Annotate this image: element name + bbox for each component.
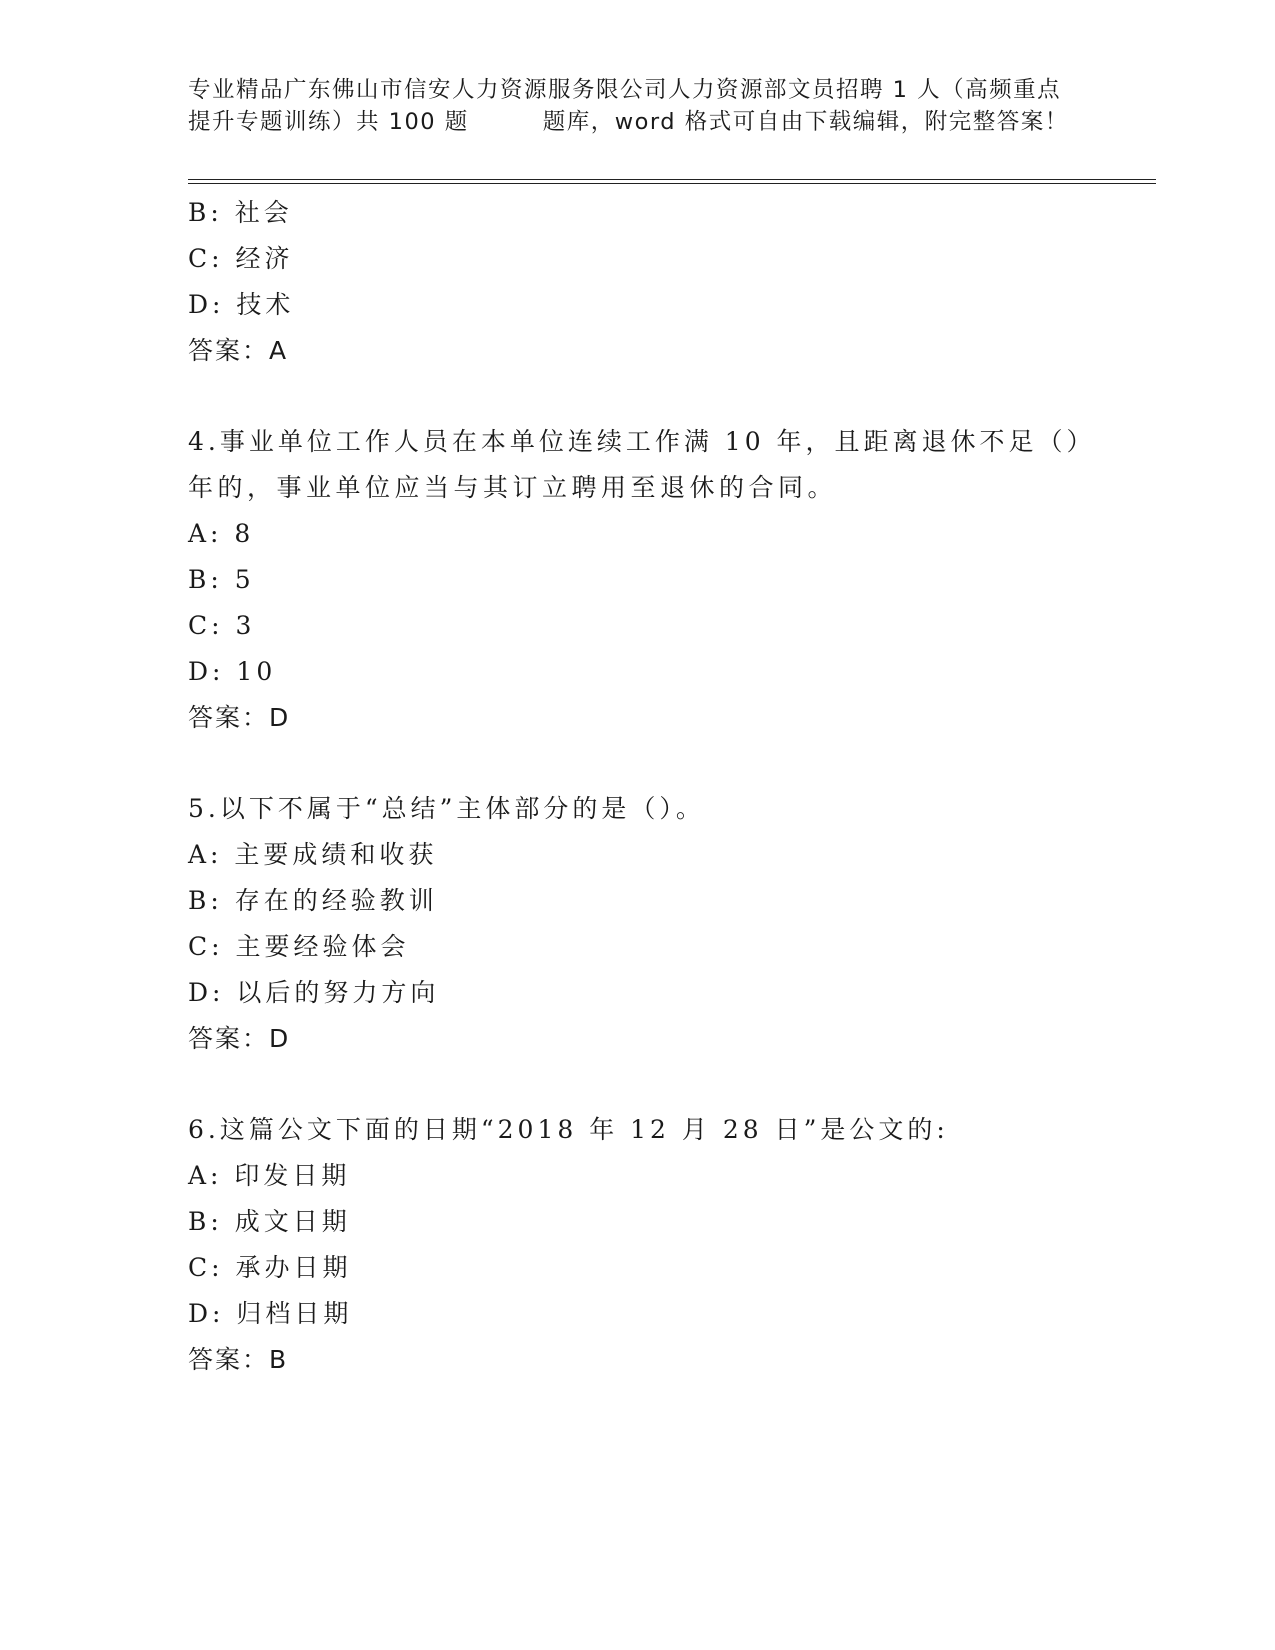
option-b: B: 5 <box>188 565 255 594</box>
option-c: C: 主要经验体会 <box>188 932 410 961</box>
option-c: C: 经济 <box>188 244 294 273</box>
header-divider-top <box>188 179 1156 180</box>
question-stem: 6.这篇公文下面的日期“2018 年 12 月 28 日”是公文的: <box>188 1115 949 1144</box>
header-divider-bottom <box>188 183 1156 184</box>
question-stem: 5.以下不属于“总结”主体部分的是（）。 <box>188 794 705 823</box>
option-d: D: 以后的努力方向 <box>188 978 440 1007</box>
answer-line: 答案：A <box>188 336 289 365</box>
option-a: A: 8 <box>188 519 255 548</box>
option-d: D: 10 <box>188 657 277 686</box>
answer-line: 答案：B <box>188 1345 289 1374</box>
header-title-line-1: 专业精品广东佛山市信安人力资源服务限公司人力资源部文员招聘 1 人（高频重点 <box>188 77 1062 103</box>
answer-line: 答案：D <box>188 703 291 732</box>
option-c: C: 承办日期 <box>188 1253 352 1282</box>
option-d: D: 归档日期 <box>188 1299 353 1328</box>
option-a: A: 主要成绩和收获 <box>188 840 438 869</box>
option-b: B: 存在的经验教训 <box>188 886 438 915</box>
option-c: C: 3 <box>188 611 256 640</box>
option-b: B: 社会 <box>188 198 293 227</box>
option-b: B: 成文日期 <box>188 1207 351 1236</box>
question-5 <box>188 786 1088 1062</box>
document-header <box>188 74 1088 138</box>
question-3-tail <box>188 190 1088 374</box>
question-6 <box>188 1107 1088 1383</box>
question-4 <box>188 419 1096 741</box>
header-title-line-2-left: 提升专题训练）共 100 题 <box>188 109 469 135</box>
option-a: A: 印发日期 <box>188 1161 351 1190</box>
question-stem-line-2: 年的，事业单位应当与其订立聘用至退休的合同。 <box>188 473 838 502</box>
answer-line: 答案：D <box>188 1024 291 1053</box>
option-d: D: 技术 <box>188 290 295 319</box>
header-title-line-2 <box>188 106 1088 138</box>
header-title-line-2-right: 题库，word 格式可自由下载编辑，附完整答案！ <box>542 109 1069 135</box>
question-list <box>188 190 1096 1383</box>
question-stem-line-1: 4.事业单位工作人员在本单位连续工作满 10 年，且距离退休不足（） <box>188 427 1096 456</box>
